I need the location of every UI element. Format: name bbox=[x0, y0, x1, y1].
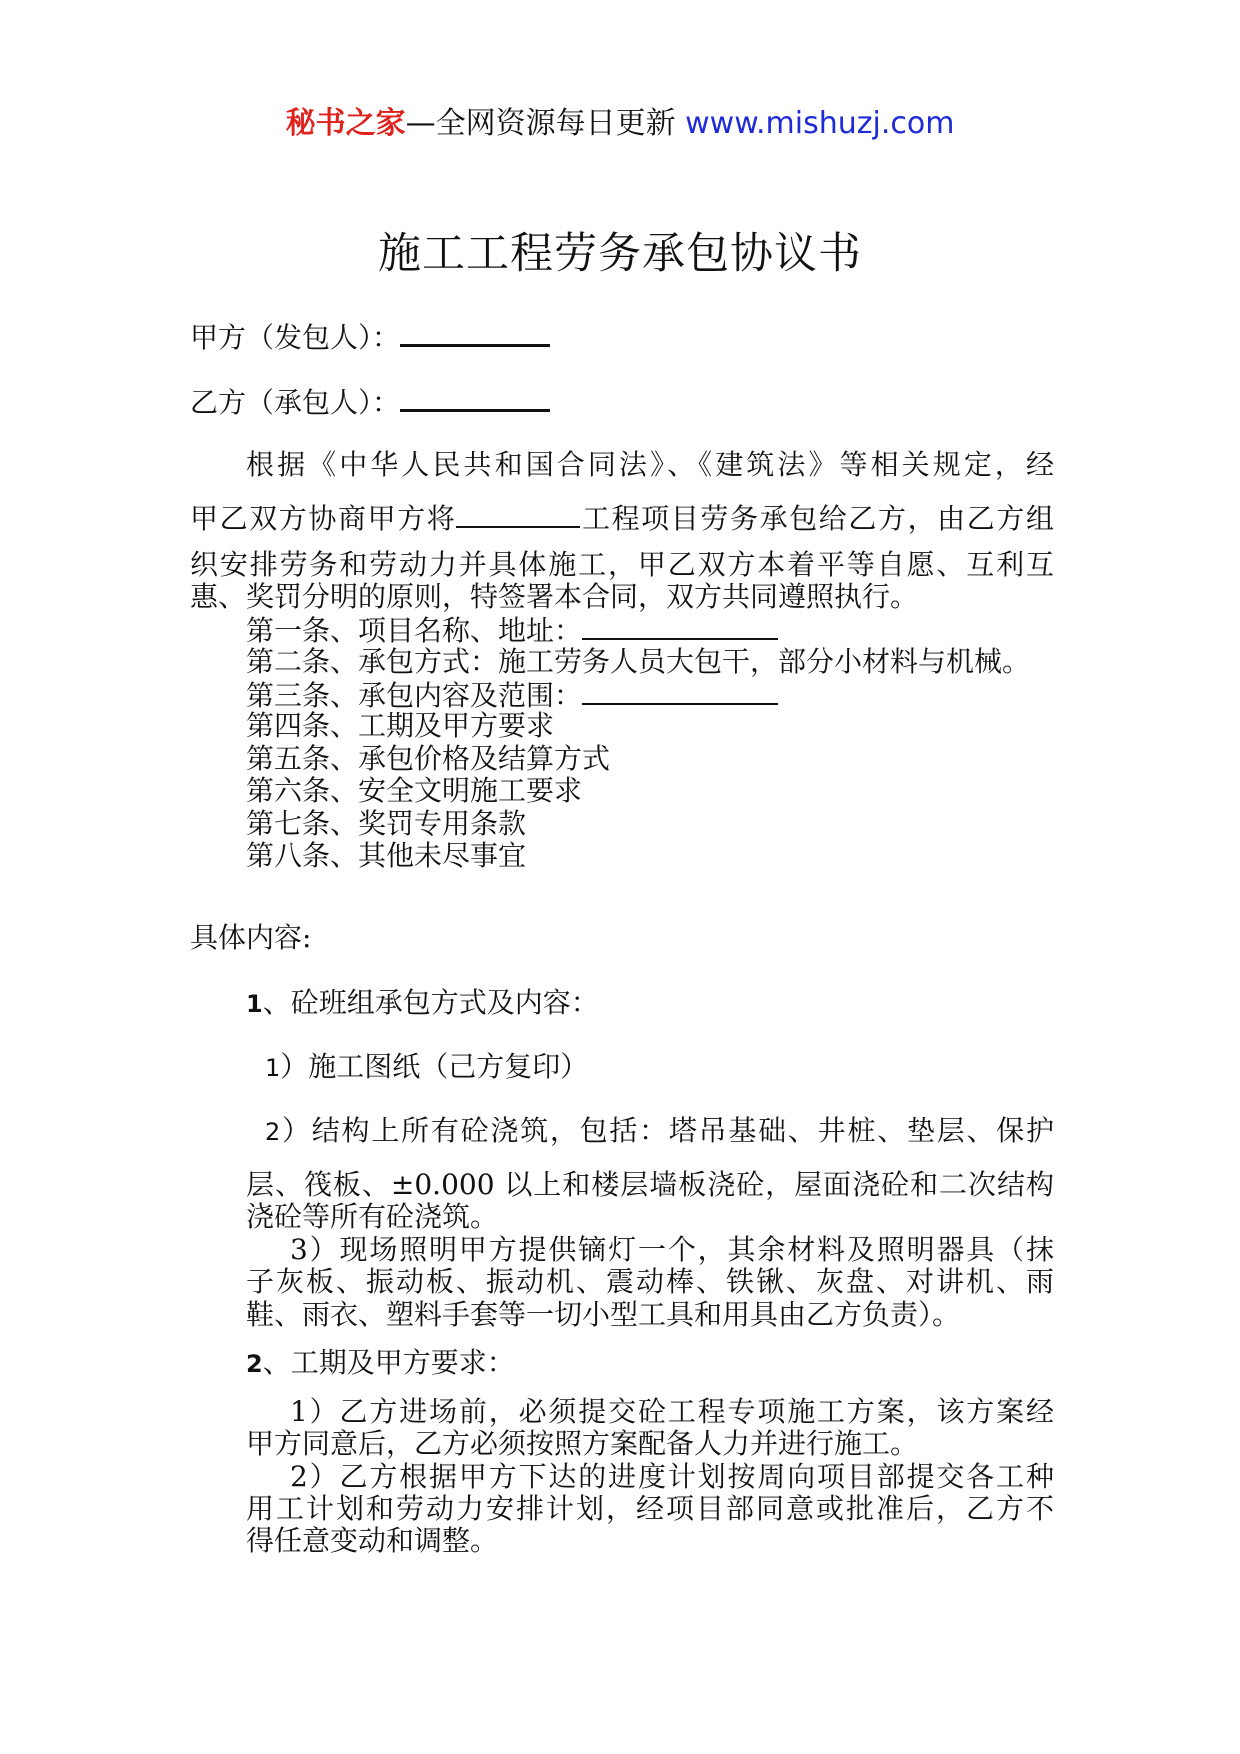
section-2-item-2-line-3: 得任意变动和调整。 bbox=[246, 1524, 499, 1557]
intro-line-1: 根据《中华人民共和国合同法》、《建筑法》等相关规定，经 bbox=[246, 448, 1054, 481]
article-6: 第六条、安全文明施工要求 bbox=[246, 774, 583, 807]
article-2: 第二条、承包方式：施工劳务人员大包干，部分小材料与机械。 bbox=[246, 645, 1031, 678]
article-5: 第五条、承包价格及结算方式 bbox=[246, 742, 611, 775]
section-1-heading: 1、砼班组承包方式及内容： bbox=[246, 986, 599, 1019]
section-1-item-2-line-3: 浇砼等所有砼浇筑。 bbox=[246, 1200, 499, 1233]
party-b-line bbox=[190, 383, 550, 420]
details-heading: 具体内容: bbox=[190, 921, 312, 954]
article-1-blank bbox=[582, 612, 778, 640]
party-a-line bbox=[190, 318, 550, 355]
banner-slogan: —全网资源每日更新 bbox=[405, 106, 686, 141]
article-4: 第四条、工期及甲方要求 bbox=[246, 709, 555, 742]
section-2-item-2-line-1: 2）乙方根据甲方下达的进度计划按周向项目部提交各工种 bbox=[290, 1460, 1054, 1493]
section-1-item-2-line-2: 层、筏板、±0.000 以上和楼层墙板浇砼，屋面浇砼和二次结构 bbox=[246, 1168, 1054, 1201]
party-a-label: 甲方（发包人）： bbox=[190, 321, 401, 354]
section-2-item-2-line-2: 用工计划和劳动力安排计划，经项目部同意或批准后，乙方不 bbox=[246, 1492, 1054, 1525]
party-b-label: 乙方（承包人）： bbox=[190, 386, 401, 419]
site-banner bbox=[0, 104, 1240, 144]
project-blank bbox=[456, 500, 580, 528]
party-b-blank bbox=[400, 383, 550, 412]
section-2-item-1-line-2: 甲方同意后，乙方必须按照方案配备人力并进行施工。 bbox=[246, 1427, 919, 1460]
section-1-item-2-line-1: 2）结构上所有砼浇筑，包括：塔吊基础、井桩、垫层、保护 bbox=[265, 1114, 1054, 1147]
document-title: 施工工程劳务承包协议书 bbox=[378, 229, 862, 279]
section-2-item-1-line-1: 1）乙方进场前，必须提交砼工程专项施工方案，该方案经 bbox=[290, 1395, 1054, 1428]
party-a-blank bbox=[400, 318, 550, 347]
article-8: 第八条、其他未尽事宜 bbox=[246, 839, 527, 872]
section-1-item-3-line-1: 3）现场照明甲方提供镝灯一个，其余材料及照明器具（抹 bbox=[290, 1233, 1054, 1266]
section-1-item-3-line-2: 子灰板、振动板、振动机、震动棒、铁锹、灰盘、对讲机、雨 bbox=[246, 1265, 1054, 1298]
article-1: 第一条、项目名称、地址： bbox=[246, 612, 778, 648]
website-link[interactable]: www.mishuzj.com bbox=[685, 106, 955, 141]
intro-line-3: 织安排劳务和劳动力并具体施工，甲乙双方本着平等自愿、互利互 bbox=[190, 548, 1054, 581]
section-1-item-1: 1）施工图纸（己方复印） bbox=[265, 1050, 589, 1083]
section-1-item-3-line-3: 鞋、雨衣、塑料手套等一切小型工具和用具由乙方负责）。 bbox=[246, 1298, 961, 1331]
article-7: 第七条、奖罚专用条款 bbox=[246, 807, 527, 840]
intro-line-4: 惠、奖罚分明的原则，特签署本合同，双方共同遵照执行。 bbox=[190, 580, 919, 613]
intro-line-2: 甲乙双方协商甲方将 工程项目劳务承包给乙方，由乙方组 bbox=[190, 502, 1054, 535]
section-2-heading: 2、工期及甲方要求： bbox=[246, 1346, 515, 1379]
article-3-blank bbox=[582, 677, 778, 705]
article-3: 第三条、承包内容及范围： bbox=[246, 677, 778, 713]
brand-name: 秘书之家 bbox=[285, 106, 406, 141]
